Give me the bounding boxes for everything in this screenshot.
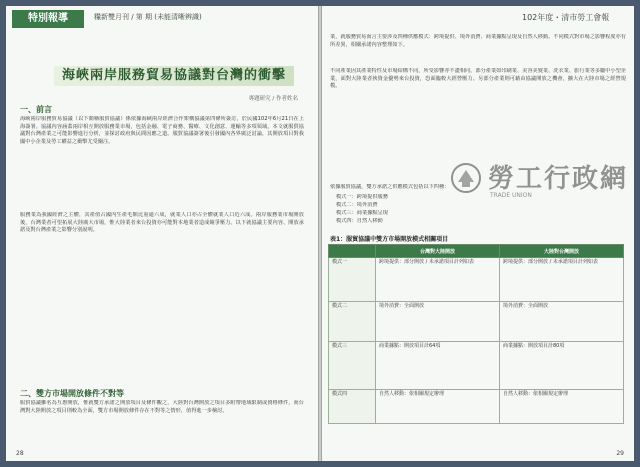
mode-list-item: 模式四：自然人移動 (336, 218, 383, 224)
table-cell-taiwan: 境外消費：全面開放 (376, 302, 500, 342)
table-row (329, 258, 624, 302)
section-heading-intro: 一、前言 (20, 105, 52, 114)
table-header-taiwan: 台灣對大陸開放 (376, 245, 500, 258)
page-number-right: 29 (616, 450, 624, 457)
table-cell-taiwan: 跨境提供：部分開放 / 未承諾項目計列如表 (376, 258, 500, 302)
table-cell-china: 境外消費：全面開放 (500, 302, 624, 342)
section-tag: 特別報導 (12, 10, 84, 28)
table-row (329, 302, 624, 342)
table-cell-china: 自然人移動：依相關規定辦理 (500, 390, 624, 424)
page-number-left: 28 (16, 450, 24, 457)
mode-list-item: 模式三：商業據點呈現 (336, 210, 388, 216)
table-cell-type: 模式四 (329, 390, 376, 424)
table-title: 表1：服貿協議中雙方市場開放模式相關項目 (330, 236, 449, 243)
market-paragraph: 服貿協議雖名為互惠開放，惟就雙方承諾之開放項目及條件觀之，大陸對台灣開放之項目多附帶地域限制或資格條件，而台灣對大陸開放之項目則較為全面，雙方市場開放條件存在不對等之情形，值得進一步檢討。 (20, 400, 304, 414)
table-cell-china: 跨境提供：部分開放 / 未承諾項目計列如表 (500, 258, 624, 302)
article-author: 專題研究 / 作者姓名 (248, 96, 298, 102)
left-page-header: 糧新雙月刊 / 第 期 (未能清晰辨識) (94, 13, 202, 21)
intro-paragraph-2: 服務業為我國經濟之主體，其產值占國內生產毛額比重逾六成，就業人口亦占全體就業人口近六成。兩岸服務業市場開放後，台灣業者可望拓展大陸廣大市場，惟大陸業者來台投資亦可能對本地業者造成競爭壓力。以下就協議主要內容、開放承諾及對台灣產業之影響分別說明。 (20, 212, 304, 234)
table-cell-china: 商業據點：開放項目計80項 (500, 342, 624, 390)
watermark-subtext: TRADE UNION (490, 192, 532, 199)
market-access-table (328, 244, 624, 424)
right-page-header: 102年度・清市勞工會報 (522, 13, 610, 22)
mode-list-item: 模式一：跨境提供服務 (336, 194, 388, 200)
table-cell-taiwan: 商業據點：開放項目計64項 (376, 342, 500, 390)
mode-list-intro: 依據服貿協議，雙方承諾之供應模式包括以下四種： (330, 184, 450, 190)
article-title: 海峽兩岸服務貿易協議對台灣的衝擊 (54, 66, 294, 86)
table-header-type (329, 245, 376, 258)
table-cell-taiwan: 自然人移動：依相關規定辦理 (376, 390, 500, 424)
table-cell-type: 模式二 (329, 302, 376, 342)
right-paragraph-2: 不同產業因其產業特性及市場結構不同，所受影響亦不盡相同。部分產業如印刷業、美容美髮業、洗衣業、旅行業等多屬中小型企業，面對大陸業者挾資金優勢來台投資，恐面臨較大經營壓力。另部分產業則可藉由協議開放之機會，擴大在大陸市場之經營規模。 (330, 68, 626, 90)
mode-list-item: 模式二：境外消費 (336, 202, 378, 208)
watermark-text: 勞工行政網 (488, 164, 629, 194)
table-row (329, 342, 624, 390)
table-row (329, 390, 624, 424)
right-paragraph-1: 業，就服務貿易而言主要涉及四種供應模式：跨境提供、境外消費、商業據點呈現及自然人移動。不同模式對市場之影響程度亦有所差異，相關承諾內容整理如下。 (330, 34, 626, 48)
section-heading-market: 二、雙方市場開放條件不對等 (20, 389, 124, 398)
intro-paragraph-1: 海峽兩岸服務貿易協議（以下簡稱服貿協議）係依據海峽兩岸經濟合作架構協議第四條所簽訂，於民國102年6月21日在上海簽署。協議內容涵蓋兩岸相互開放服務業市場，包括金融、電子商務、醫療、文化創意、運輸等多項領域。本文就服貿協議對台灣產業之可能影響進行分析，並探討政府與民間因應之道。服貿協議簽署後引發國內各界廣泛討論，其開放項目對我國中小企業及勞工權益之衝擊尤受關注。 (20, 116, 304, 145)
table-cell-type: 模式三 (329, 342, 376, 390)
table-cell-type: 模式一 (329, 258, 376, 302)
right-page (322, 6, 634, 461)
table-header-row (329, 245, 624, 258)
left-page (6, 6, 318, 461)
table-header-china: 大陸對台灣開放 (500, 245, 624, 258)
